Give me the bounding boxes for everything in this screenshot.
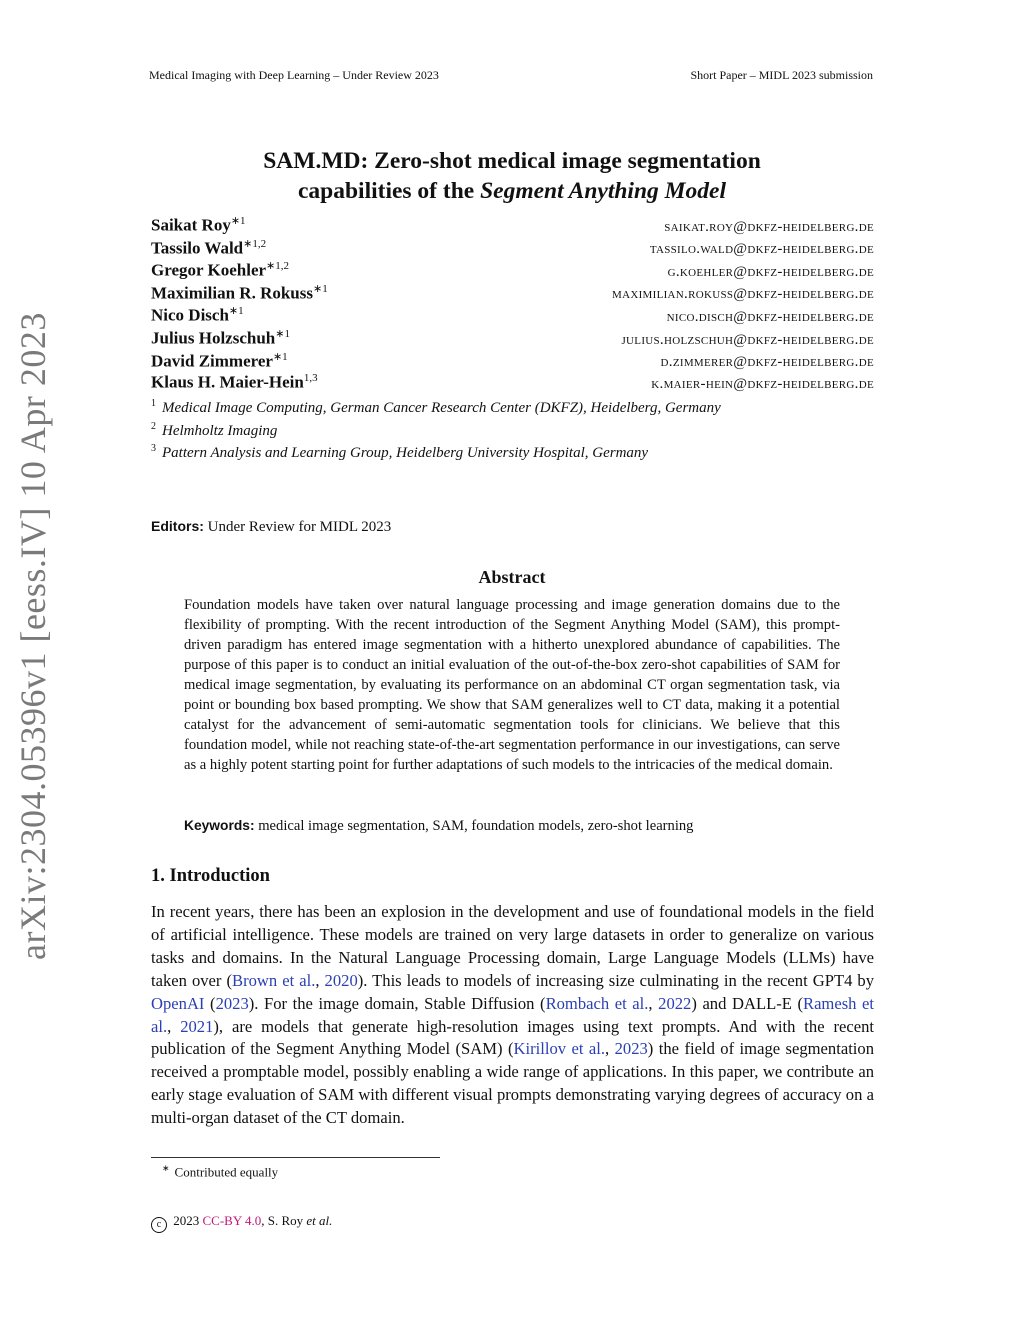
citation-year-link[interactable]: 2022 xyxy=(658,993,692,1013)
citation-link[interactable]: Ramesh et al. xyxy=(151,993,875,1036)
editors-text: Under Review for MIDL 2023 xyxy=(203,519,392,535)
author-email[interactable]: g.koehler@dkfz-heidelberg.de xyxy=(667,263,874,280)
abstract-body: Foundation models have taken over natural language processing and image generation domains due to the flexibility of prompting. With the recent introduction of the Segment Anything Model (SAM), this prompt-driven paradigm has entered image segmentation with a hitherto unexplored abundance of capabilities. The purpose of this paper is to conduct an initial evaluation of the out-of-the-box zero-shot capabilities of SAM for medical image segmentation, by evaluating its performance on an abdominal CT organ segmentation task, via point or bounding box based prompting. We show that SAM generalizes well to CT data, making it a potential catalyst for the advancement of semi-automatic segmentation tools for clinicians. We believe that this foundation model, while not reaching state-of-the-art segmentation performance in our investigations, can serve as a highly potent starting point for further adaptations of such models to the intricacies of the medical domain. xyxy=(184,597,840,773)
affiliation-list xyxy=(151,398,874,466)
author-name: Maximilian R. Rokuss$^{∗1}$ xyxy=(151,282,328,303)
author-list xyxy=(151,214,874,395)
abstract-heading: Abstract xyxy=(478,567,546,587)
author-row xyxy=(151,350,874,373)
citation-link[interactable]: OpenAI xyxy=(151,993,205,1013)
arxiv-identifier-stamp: arXiv:2304.05396v1 [eess.IV] 10 Apr 2023 xyxy=(13,312,53,960)
author-name: Nico Disch$^{∗1}$ xyxy=(151,305,244,326)
author-name: Gregor Koehler$^{∗1,2}$ xyxy=(151,260,290,280)
citation-link[interactable]: Brown et al. xyxy=(232,970,316,990)
footnote-divider xyxy=(151,1157,440,1158)
title-line-2 xyxy=(150,176,874,206)
citation-link[interactable]: Kirillov et al. xyxy=(513,1039,606,1059)
affiliation: $^3$ Pattern Analysis and Learning Group, Heidelberg University Hospital, Germany xyxy=(151,443,649,461)
license-line: c 2023 CC-BY 4.0, S. Roy et al. xyxy=(151,1213,332,1233)
citation-year-link[interactable]: 2023 xyxy=(215,993,249,1013)
author-email[interactable]: nico.disch@dkfz-heidelberg.de xyxy=(666,309,874,326)
section-heading-introduction: 1. Introduction xyxy=(151,866,270,886)
citation-year-link[interactable]: 2020 xyxy=(324,970,358,990)
author-name: Julius Holzschuh$^{∗1}$ xyxy=(151,327,290,348)
author-email[interactable]: d.zimmerer@dkfz-heidelberg.de xyxy=(660,354,874,371)
citation-year-link[interactable]: 2021 xyxy=(180,1016,214,1036)
author-row xyxy=(151,304,874,327)
keywords-text: medical image segmentation, SAM, foundation models, zero-shot learning xyxy=(254,818,694,834)
title-line-2-prefix: capabilities of the xyxy=(297,178,481,204)
author-email[interactable]: julius.holzschuh@dkfz-heidelberg.de xyxy=(621,331,874,348)
author-row xyxy=(151,282,874,305)
author-row xyxy=(151,214,874,237)
affiliation: $^1$ Medical Image Computing, German Cancer Research Center (DKFZ), Heidelberg, Germany xyxy=(151,398,721,416)
editors-line xyxy=(151,518,391,536)
author-row xyxy=(151,237,874,260)
author-name: Tassilo Wald$^{∗1,2}$ xyxy=(151,237,267,258)
author-name: Klaus H. Maier-Hein$^{1,3}$ xyxy=(151,372,318,392)
author-email[interactable]: saikat.roy@dkfz-heidelberg.de xyxy=(664,218,874,235)
author-name: Saikat Roy$^{∗1}$ xyxy=(151,215,246,235)
paper-title xyxy=(150,146,874,206)
license-link[interactable]: CC-BY 4.0 xyxy=(202,1213,262,1228)
keywords-label: Keywords: xyxy=(184,818,255,833)
introduction-paragraph: In recent years, there has been an explosion in the development and use of foundational models in the field of artificial intelligence. These models are trained on very large datasets in order to generalize on various tasks and domains. In the Natural Language Processing domain, Large Language Models (LLMs) have taken over (Brown et al., 2020). This leads to models of increasing size culminating in the recent GPT4 by OpenAI (2023). For the image domain, Stable Diffusion (Rombach et al., 2022) and DALL-E (Ramesh et al., 2021), are models that generate high-resolution images using text prompts. And with the recent publication of the Segment Anything Model (SAM) (Kirillov et al., 2023) the field of image segmentation received a promptable model, possibly enabling a wide range of applications. In this paper, we contribute an early stage evaluation of SAM with different visual prompts demonstrating varying degrees of accuracy on a multi-organ dataset of the CT domain. xyxy=(151,902,875,1128)
author-row xyxy=(151,327,874,350)
author-row xyxy=(151,372,874,395)
citation-year-link[interactable]: 2023 xyxy=(614,1039,648,1059)
title-model-name: Segment Anything Model xyxy=(480,178,727,204)
keywords-line xyxy=(184,818,840,835)
citation-link[interactable]: Rombach et al. xyxy=(545,993,649,1013)
running-header-right: Short Paper – MIDL 2023 submission xyxy=(690,68,873,82)
author-name: David Zimmerer$^{∗1}$ xyxy=(151,350,288,371)
author-email[interactable]: k.maier-hein@dkfz-heidelberg.de xyxy=(651,375,874,392)
title-line-1: SAM.MD: Zero-shot medical image segmentation xyxy=(263,148,761,174)
author-email[interactable]: maximilian.rokuss@dkfz-heidelberg.de xyxy=(612,286,874,303)
author-row xyxy=(151,259,874,282)
affiliation: $^2$ Helmholtz Imaging xyxy=(151,420,278,439)
footnote: ∗ Contributed equally xyxy=(162,1163,279,1180)
copyright-icon: c xyxy=(151,1217,167,1233)
author-email[interactable]: tassilo.wald@dkfz-heidelberg.de xyxy=(649,241,874,258)
editors-label: Editors: xyxy=(151,518,204,534)
running-header-left: Medical Imaging with Deep Learning – Under Review 2023 xyxy=(149,68,439,82)
